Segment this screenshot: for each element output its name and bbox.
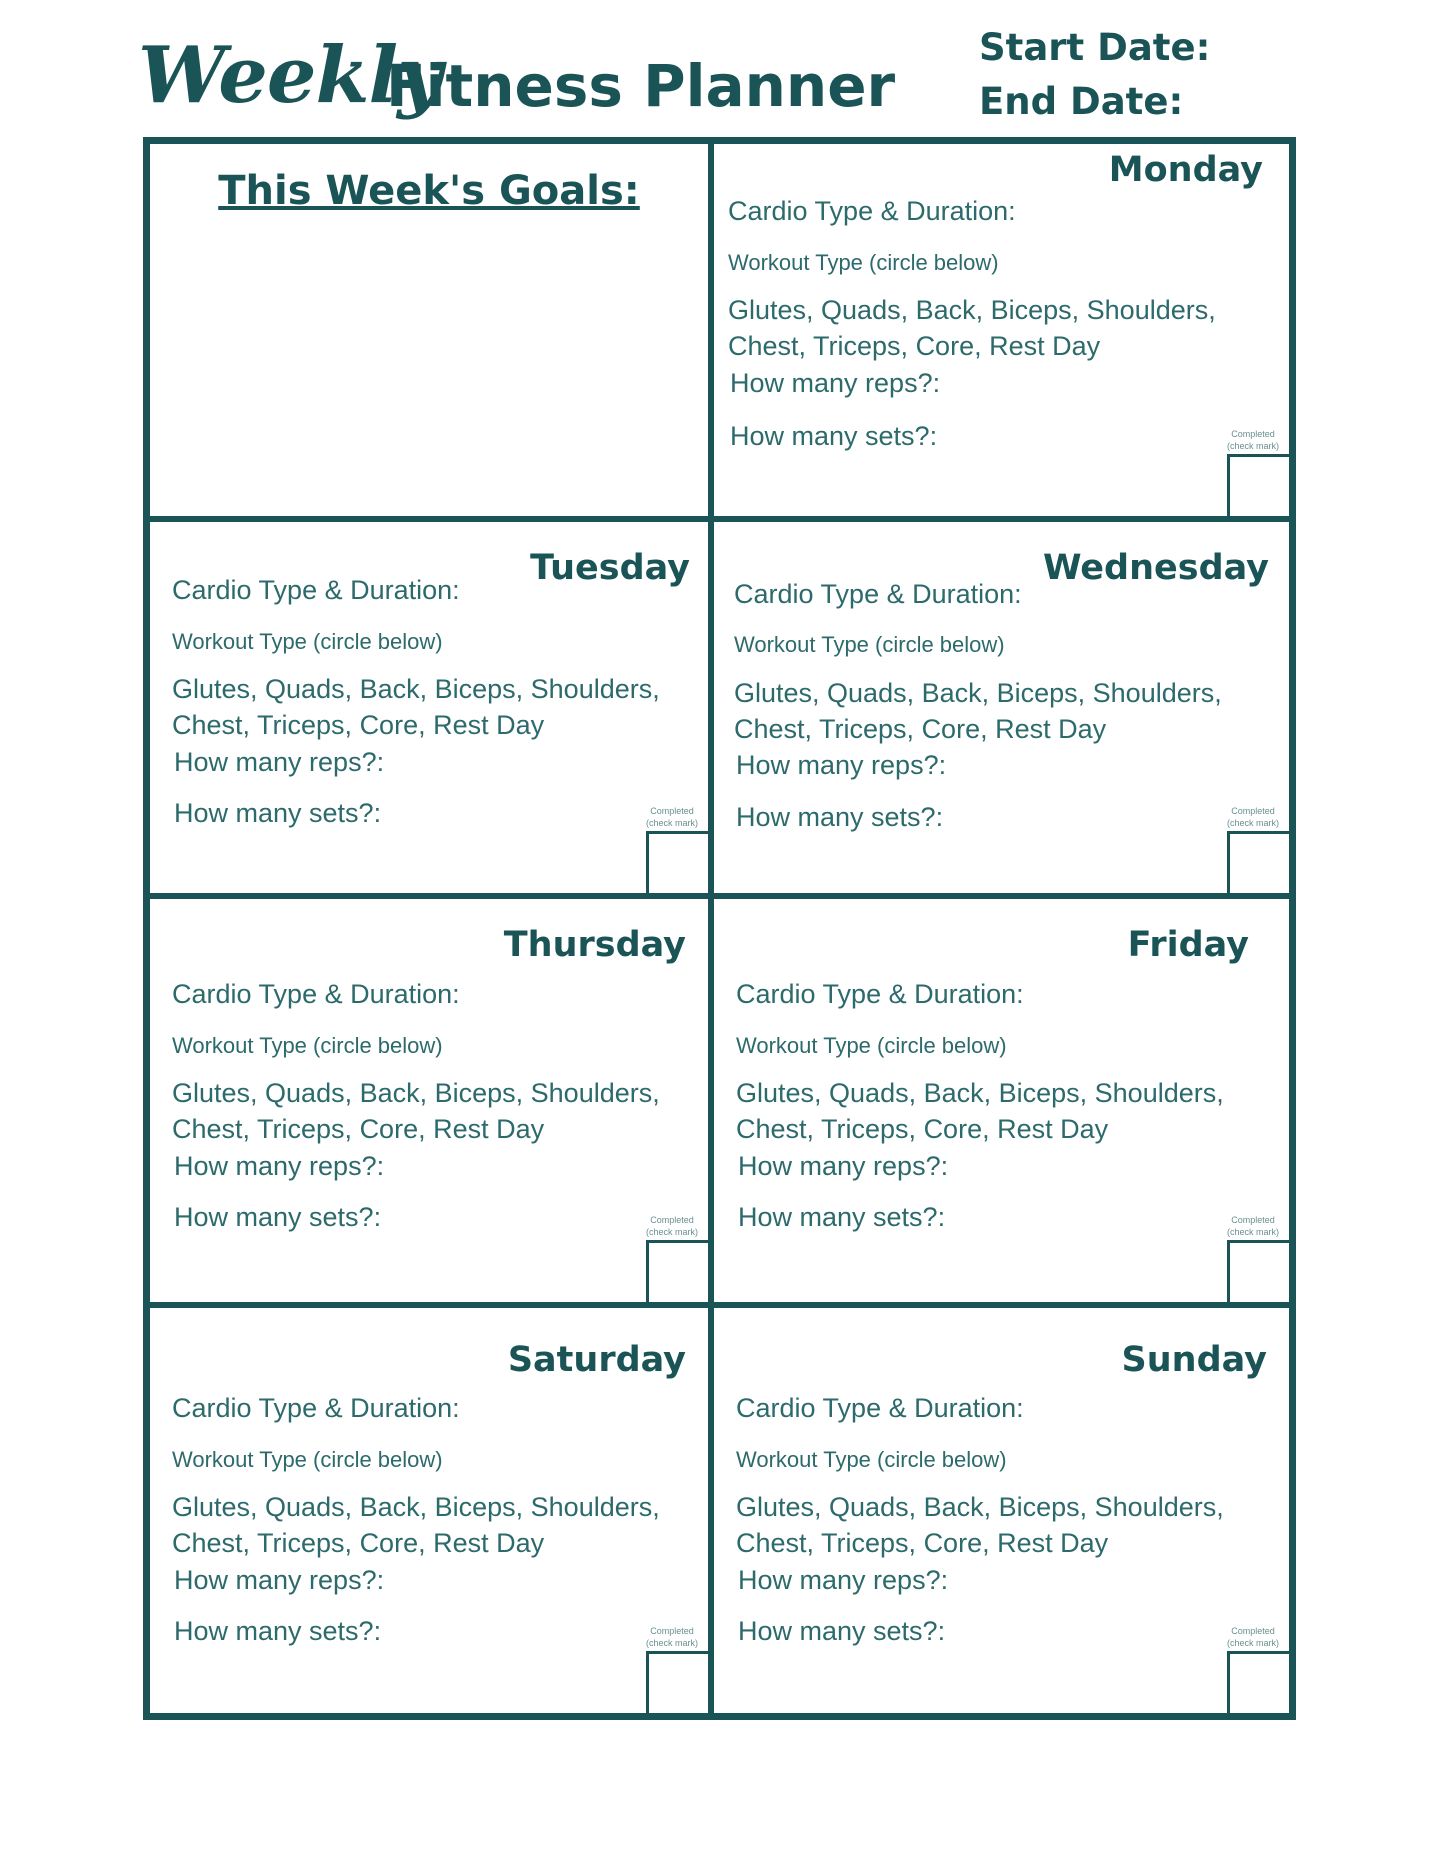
muscle-options[interactable] [172, 1075, 660, 1147]
sets-label: How many sets?: [730, 421, 938, 451]
workout-type-label: Workout Type (circle below) [172, 629, 443, 654]
day-name: Monday [1108, 150, 1263, 190]
day-name: Friday [1127, 925, 1249, 965]
day-card-friday [714, 899, 1289, 1308]
day-name: Sunday [1121, 1340, 1267, 1380]
cardio-label: Cardio Type & Duration: [172, 979, 460, 1009]
cardio-label: Cardio Type & Duration: [728, 196, 1016, 226]
muscle-line-2: Chest, Triceps, Core, Rest Day [736, 1114, 1109, 1144]
completed-label: Completed (check mark) [645, 1626, 698, 1648]
day-card-thursday [150, 899, 714, 1308]
cardio-label: Cardio Type & Duration: [172, 1393, 460, 1423]
workout-type-label: Workout Type (circle below) [736, 1447, 1007, 1472]
day-name: Thursday [503, 925, 686, 965]
day-card-saturday [150, 1308, 714, 1713]
workout-type-label: Workout Type (circle below) [736, 1033, 1007, 1058]
sets-label: How many sets?: [736, 802, 944, 832]
completed-label: Completed (check mark) [1226, 429, 1279, 451]
muscle-line-1: Glutes, Quads, Back, Biceps, Shoulders, [172, 1492, 660, 1522]
sets-label: How many sets?: [174, 1202, 382, 1232]
cardio-label: Cardio Type & Duration: [736, 1393, 1024, 1423]
sets-label: How many sets?: [738, 1202, 946, 1232]
workout-type-label: Workout Type (circle below) [728, 250, 999, 275]
muscle-line-2: Chest, Triceps, Core, Rest Day [172, 710, 545, 740]
completed-checkbox[interactable] [646, 831, 708, 893]
completed-checkbox[interactable] [1227, 831, 1289, 893]
muscle-line-1: Glutes, Quads, Back, Biceps, Shoulders, [736, 1492, 1224, 1522]
day-name: Tuesday [530, 548, 690, 588]
reps-label: How many reps?: [174, 1151, 385, 1181]
muscle-options[interactable] [728, 292, 1216, 364]
workout-type-label: Workout Type (circle below) [172, 1033, 443, 1058]
day-card-sunday [714, 1308, 1289, 1713]
goals-panel[interactable] [150, 144, 714, 522]
completed-label: Completed (check mark) [645, 1215, 698, 1237]
reps-label: How many reps?: [174, 1565, 385, 1595]
workout-type-label: Workout Type (circle below) [734, 632, 1005, 657]
reps-label: How many reps?: [730, 368, 941, 398]
muscle-line-1: Glutes, Quads, Back, Biceps, Shoulders, [172, 1078, 660, 1108]
completed-checkbox[interactable] [1227, 454, 1289, 516]
completed-checkbox[interactable] [646, 1240, 708, 1302]
completed-label: Completed (check mark) [1226, 1215, 1279, 1237]
sets-label: How many sets?: [174, 798, 382, 828]
muscle-line-1: Glutes, Quads, Back, Biceps, Shoulders, [172, 674, 660, 704]
muscle-line-1: Glutes, Quads, Back, Biceps, Shoulders, [736, 1078, 1224, 1108]
reps-label: How many reps?: [738, 1565, 949, 1595]
cardio-label: Cardio Type & Duration: [734, 579, 1022, 609]
muscle-options[interactable] [172, 671, 660, 743]
workout-type-label: Workout Type (circle below) [172, 1447, 443, 1472]
goals-title: This Week's Goals: [218, 168, 640, 214]
muscle-line-2: Chest, Triceps, Core, Rest Day [736, 1528, 1109, 1558]
completed-label: Completed (check mark) [1226, 806, 1279, 828]
completed-checkbox[interactable] [1227, 1240, 1289, 1302]
day-name: Saturday [507, 1340, 686, 1380]
muscle-options[interactable] [736, 1489, 1224, 1561]
muscle-line-2: Chest, Triceps, Core, Rest Day [172, 1528, 545, 1558]
reps-label: How many reps?: [736, 750, 947, 780]
title-weekly: Weekly [138, 30, 442, 121]
muscle-options[interactable] [172, 1489, 660, 1561]
muscle-line-2: Chest, Triceps, Core, Rest Day [172, 1114, 545, 1144]
reps-label: How many reps?: [174, 747, 385, 777]
reps-label: How many reps?: [738, 1151, 949, 1181]
sets-label: How many sets?: [738, 1616, 946, 1646]
cardio-label: Cardio Type & Duration: [172, 575, 460, 605]
day-card-monday [714, 144, 1289, 522]
completed-label: Completed (check mark) [645, 806, 698, 828]
title-fitness-planner: Fitness Planner [386, 52, 896, 120]
end-date-label: End Date: [979, 80, 1184, 123]
muscle-line-1: Glutes, Quads, Back, Biceps, Shoulders, [728, 295, 1216, 325]
cardio-label: Cardio Type & Duration: [736, 979, 1024, 1009]
completed-checkbox[interactable] [1227, 1651, 1289, 1713]
completed-label: Completed (check mark) [1226, 1626, 1279, 1648]
day-card-wednesday [714, 522, 1289, 899]
day-name: Wednesday [1042, 548, 1269, 588]
planner-grid [143, 137, 1296, 1720]
muscle-line-2: Chest, Triceps, Core, Rest Day [734, 714, 1107, 744]
day-card-tuesday [150, 522, 714, 899]
muscle-options[interactable] [736, 1075, 1224, 1147]
start-date-label: Start Date: [979, 26, 1211, 69]
muscle-line-1: Glutes, Quads, Back, Biceps, Shoulders, [734, 678, 1222, 708]
muscle-line-2: Chest, Triceps, Core, Rest Day [728, 331, 1101, 361]
muscle-options[interactable] [734, 675, 1222, 747]
sets-label: How many sets?: [174, 1616, 382, 1646]
completed-checkbox[interactable] [646, 1651, 708, 1713]
